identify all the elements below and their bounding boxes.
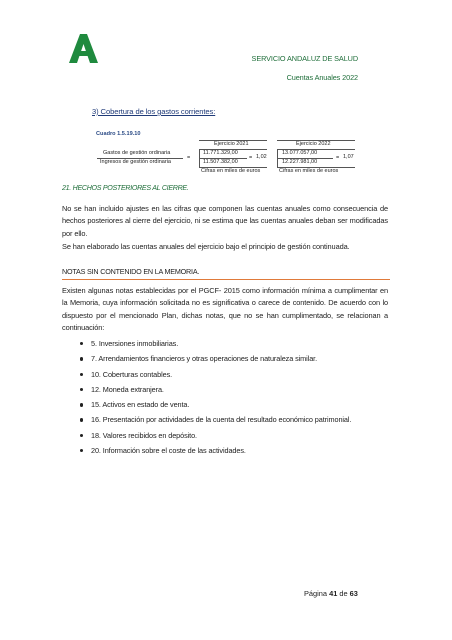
section-3-title: 3) Cobertura de los gastos corrientes: xyxy=(92,107,216,116)
paragraph-notes-intro: Existen algunas notas establecidas por el PGCF- 2015 como información mínima a cumplimentar en la Memoria, cuya información solicitada no es significativa o carece de contenido. De acuerdo con lo dispuesto por el mencionado Plan, dichas notas, que no se han cumplimentado, se relacionan a continuación: xyxy=(62,286,388,333)
row-gastos-label: Gastos de gestión ordinaria xyxy=(103,150,171,156)
list-item: 5. Inversiones inmobiliarias. xyxy=(80,336,351,351)
page-number xyxy=(304,589,358,598)
value-2021-ingresos: 11.507.382,00 xyxy=(203,159,238,165)
col-header-2022: Ejercicio 2022 xyxy=(296,141,331,147)
value-2022-ingresos: 12.227.981,00 xyxy=(282,159,318,165)
equals-sign-3: = xyxy=(336,155,340,161)
paragraph-going-concern: Se han elaborado las cuentas anuales del ejercicio bajo el principio de gestión continuada. xyxy=(62,242,350,251)
equals-sign-1: = xyxy=(187,155,191,161)
section-divider xyxy=(62,279,390,280)
list-item: 7. Arrendamientos financieros y otras operaciones de naturaleza similar. xyxy=(80,351,351,366)
list-item: 12. Moneda extranjera. xyxy=(80,382,351,397)
list-item: 10. Coberturas contables. xyxy=(80,367,351,382)
unit-note-2022: Cifras en miles de euros xyxy=(279,168,339,174)
unit-note-2021: Cifras en miles de euros xyxy=(201,168,261,174)
list-item: 15. Activos en estado de venta. xyxy=(80,397,351,412)
total-pages: 63 xyxy=(349,589,358,598)
page-separator: de xyxy=(339,589,348,598)
table-caption: Cuadro 1.5.19.10 xyxy=(96,131,141,137)
list-item: 16. Presentación por actividades de la cuenta del resultado económico patrimonial. xyxy=(80,412,351,427)
ratio-2022: 1,07 xyxy=(343,154,354,160)
ratio-2021: 1,02 xyxy=(256,154,267,160)
header-organization: SERVICIO ANDALUZ DE SALUD xyxy=(251,54,358,63)
row-ingresos-label: Ingresos de gestión ordinaria xyxy=(100,159,171,165)
value-2022-gastos: 13.077.057,00 xyxy=(282,150,318,156)
notes-section-title: NOTAS SIN CONTENIDO EN LA MEMORIA. xyxy=(62,267,200,276)
header-document-title: Cuentas Anuales 2022 xyxy=(286,73,358,82)
coverage-ratio-table xyxy=(0,0,452,200)
paragraph-subsequent-events: No se han incluido ajustes en las cifras que componen las cuentas anuales como consecuencia de hechos posteriores al cierre del ejercicio, ni se estima que las cuentas anuales deban ser modificadas por ello. xyxy=(62,204,388,238)
list-item: 20. Información sobre el coste de las actividades. xyxy=(80,443,351,458)
current-page: 41 xyxy=(329,589,338,598)
col-header-2021: Ejercicio 2021 xyxy=(214,141,249,147)
omitted-notes-list xyxy=(80,336,351,458)
list-item: 18. Valores recibidos en depósito. xyxy=(80,428,351,443)
section-21-title: 21. HECHOS POSTERIORES AL CIERRE. xyxy=(62,184,189,192)
page-prefix: Página xyxy=(304,589,328,598)
equals-sign-2: = xyxy=(249,155,253,161)
value-2021-gastos: 11.771.329,00 xyxy=(203,150,238,156)
